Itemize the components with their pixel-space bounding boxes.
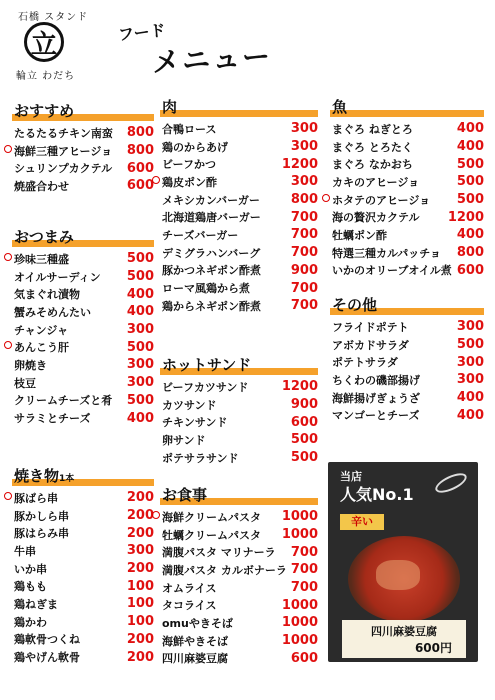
menu-item-price: 400 [456, 121, 484, 137]
menu-item [162, 297, 318, 315]
menu-item-name: 豚はらみ串 [14, 527, 69, 541]
menu-item-price: 1200 [281, 379, 318, 395]
menu-item [162, 279, 318, 297]
recommend-mark-icon [152, 511, 160, 519]
menu-item-price: 600 [290, 650, 318, 666]
menu-item-price: 600 [126, 178, 154, 194]
featured-price: 600円 [414, 641, 452, 655]
menu-item-name: 牛串 [14, 544, 36, 558]
menu-item-price: 300 [126, 322, 154, 338]
menu-item-name: シュリンプカクテル [14, 162, 113, 176]
menu-item-price: 700 [290, 562, 318, 578]
menu-item-price: 400 [126, 304, 154, 320]
menu-item-price: 800 [290, 192, 318, 208]
menu-item [332, 318, 484, 336]
menu-item-name: 珍味三種盛 [14, 252, 69, 266]
menu-item [14, 613, 154, 631]
spicy-tag: 辛い [340, 514, 384, 530]
menu-item-price: 300 [290, 174, 318, 190]
menu-item [14, 577, 154, 595]
menu-item [162, 614, 318, 632]
menu-item-name: ビーフかつ [162, 158, 217, 172]
menu-item-price: 500 [456, 174, 484, 190]
menu-item-name: 海鮮揚げぎょうざ [332, 391, 420, 405]
menu-item-name: マンゴーとチーズ [332, 409, 420, 423]
menu-item-price: 400 [126, 286, 154, 302]
menu-item-price: 700 [290, 280, 318, 296]
menu-item-name: タコライス [162, 599, 217, 613]
menu-item-name: 鶏もも [14, 580, 47, 594]
menu-item-name: いか串 [14, 562, 47, 576]
menu-item-name: オムライス [162, 581, 217, 595]
section-heading [332, 96, 484, 118]
section-otsumami [14, 226, 154, 427]
menu-item [332, 191, 484, 209]
section-sonota [332, 294, 484, 424]
menu-item-name: 豚かつネギポン酢煮 [162, 264, 261, 278]
menu-item-name: 豚ばら串 [14, 491, 58, 505]
menu-item [332, 208, 484, 226]
menu-item-price: 200 [126, 561, 154, 577]
menu-item-price: 200 [126, 490, 154, 506]
menu-item [162, 526, 318, 544]
section-heading-text: お食事 [162, 486, 208, 504]
menu-item-name: 枝豆 [14, 376, 36, 390]
section-heading-text: その他 [332, 296, 378, 314]
section-osusume [14, 100, 154, 195]
menu-item-price: 300 [126, 375, 154, 391]
menu-item-name: ポテサラサンド [162, 451, 239, 465]
menu-item-name: チーズバーガー [162, 228, 239, 242]
menu-item [14, 124, 154, 142]
recommend-mark-icon [152, 176, 160, 184]
menu-item-price: 200 [126, 649, 154, 665]
menu-item [162, 508, 318, 526]
menu-item-price: 700 [290, 544, 318, 560]
section-heading-text: 焼き物 [14, 467, 60, 485]
menu-item-price: 1000 [281, 615, 318, 631]
title-food: フード [117, 20, 167, 45]
menu-item [14, 507, 154, 525]
menu-item [332, 371, 484, 389]
menu-item-name: 卵サンド [162, 433, 206, 447]
menu-item-name: 海鮮やきそば [162, 634, 228, 648]
menu-item-price: 800 [456, 245, 484, 261]
menu-item-price: 700 [290, 245, 318, 261]
menu-item-price: 900 [290, 397, 318, 413]
menu-item [162, 173, 318, 191]
menu-item [14, 142, 154, 160]
menu-item [14, 374, 154, 392]
section-heading-text: おつまみ [14, 228, 74, 246]
section-heading [162, 96, 318, 118]
menu-item-name: 四川麻婆豆腐 [162, 652, 228, 666]
menu-item-price: 400 [126, 410, 154, 426]
menu-item [14, 250, 154, 268]
menu-item-price: 1200 [281, 156, 318, 172]
menu-item-name: ビーフカツサンド [162, 380, 249, 394]
menu-item-name: 鶏皮ポン酢 [162, 175, 217, 189]
menu-item [162, 632, 318, 650]
recommend-mark-icon [4, 145, 12, 153]
menu-item [332, 262, 484, 280]
shop-logo: 立 [24, 22, 64, 62]
menu-item-name: 牡蠣クリームパスタ [162, 528, 261, 542]
section-heading [14, 465, 154, 487]
menu-item-price: 200 [126, 508, 154, 524]
title-menu: メニュー [151, 39, 273, 80]
section-sakana [332, 96, 484, 279]
menu-item-name: 気まぐれ漬物 [14, 288, 80, 302]
menu-item-price: 300 [456, 354, 484, 370]
menu-item [332, 244, 484, 262]
menu-item [14, 177, 154, 195]
menu-item-price: 800 [126, 125, 154, 141]
menu-item-price: 700 [290, 580, 318, 596]
menu-item-price: 1000 [281, 527, 318, 543]
menu-item-name: ポテトサラダ [332, 356, 398, 370]
section-heading-text: 魚 [332, 98, 348, 116]
menu-item [162, 226, 318, 244]
menu-item [14, 595, 154, 613]
menu-item-name: フライドポテト [332, 320, 409, 334]
menu-item [14, 524, 154, 542]
section-niku [162, 96, 318, 315]
menu-item-name: ちくわの磯部揚げ [332, 373, 420, 387]
menu-item [14, 338, 154, 356]
menu-item-price: 600 [456, 262, 484, 278]
menu-item [332, 155, 484, 173]
featured-heading [340, 468, 414, 505]
menu-item [332, 226, 484, 244]
menu-item-price: 300 [126, 357, 154, 373]
section-hotsand [162, 354, 318, 466]
menu-item-name: ローマ風鶏から煮 [162, 282, 250, 296]
menu-item-name: カキのアヒージョ [332, 175, 420, 189]
menu-item [14, 560, 154, 578]
menu-item-name: たるたるチキン南蛮 [14, 126, 113, 140]
menu-item-name: 海鮮クリームパスタ [162, 510, 261, 524]
menu-item [14, 356, 154, 374]
menu-item [162, 378, 318, 396]
section-heading [162, 354, 318, 376]
menu-item-name: omuやきそば [162, 616, 233, 630]
menu-item-name: 特選三種カルパッチョ [332, 246, 441, 260]
menu-item-name: オイルサーディン [14, 270, 101, 284]
menu-item [162, 208, 318, 226]
menu-item [332, 138, 484, 156]
menu-item-name: メキシカンバーガー [162, 193, 260, 207]
menu-item-price: 500 [290, 432, 318, 448]
menu-item-name: いかのオリーブオイル煮 [332, 264, 452, 278]
menu-item-price: 1000 [281, 633, 318, 649]
menu-item [14, 321, 154, 339]
menu-item-price: 400 [456, 227, 484, 243]
menu-item-name: カツサンド [162, 398, 217, 412]
menu-item-price: 500 [456, 156, 484, 172]
menu-item-price: 500 [126, 251, 154, 267]
menu-item-price: 1000 [281, 597, 318, 613]
shop-name-top: 石橋 スタンド [18, 12, 89, 23]
menu-item-name: 鶏やげん軟骨 [14, 651, 80, 665]
menu-item [14, 392, 154, 410]
menu-item [162, 191, 318, 209]
menu-item-price: 300 [290, 121, 318, 137]
menu-item [162, 579, 318, 597]
menu-item-name: デミグラハンバーグ [162, 246, 261, 260]
featured-dish-card [328, 462, 478, 662]
menu-item-name: 海鮮三種アヒージョ [14, 144, 113, 158]
menu-item-name: 鶏からネギポン酢煮 [162, 299, 261, 313]
menu-item-price: 600 [290, 414, 318, 430]
menu-item-price: 700 [290, 209, 318, 225]
menu-item-price: 500 [290, 450, 318, 466]
menu-item-price: 500 [126, 269, 154, 285]
menu-item-price: 900 [290, 262, 318, 278]
menu-item-price: 200 [126, 631, 154, 647]
section-yakimono [14, 465, 154, 666]
section-shokuji [162, 484, 318, 667]
menu-item-name: チキンサンド [162, 416, 228, 430]
menu-item-name: 蟹みそめんたい [14, 305, 91, 319]
section-heading [14, 226, 154, 248]
menu-item [162, 262, 318, 280]
menu-item-name: 鶏ねぎま [14, 597, 58, 611]
menu-item-price: 600 [126, 160, 154, 176]
featured-name: 四川麻婆豆腐 [371, 625, 437, 638]
menu-item [162, 449, 318, 467]
menu-item-price: 500 [456, 192, 484, 208]
menu-item-name: クリームチーズと肴 [14, 394, 113, 408]
menu-item-name: サラミとチーズ [14, 412, 91, 426]
menu-item [332, 353, 484, 371]
menu-item [14, 285, 154, 303]
section-heading [332, 294, 484, 316]
recommend-mark-icon [322, 194, 330, 202]
menu-item-name: 焼盛合わせ [14, 179, 69, 193]
recommend-mark-icon [4, 492, 12, 500]
section-heading [14, 100, 154, 122]
section-heading-text: おすすめ [14, 102, 75, 120]
menu-item [14, 648, 154, 666]
section-heading-text: 肉 [162, 98, 178, 116]
heading-highlight [160, 110, 318, 117]
menu-item-name: ホタテのアヒージョ [332, 193, 431, 207]
menu-item-name: 鶏軟骨つくね [14, 633, 80, 647]
menu-item-price: 400 [456, 390, 484, 406]
menu-item [332, 120, 484, 138]
menu-item [14, 489, 154, 507]
menu-item-price: 700 [290, 227, 318, 243]
menu-item [162, 431, 318, 449]
section-heading-suffix: 1本 [59, 474, 75, 484]
menu-item [162, 413, 318, 431]
section-heading-text: ホットサンド [162, 356, 252, 374]
menu-item-price: 400 [456, 139, 484, 155]
menu-item [14, 159, 154, 177]
menu-item-price: 1200 [447, 209, 484, 225]
menu-item-price: 300 [456, 372, 484, 388]
menu-item-name: 満腹パスタ マリナーラ [162, 546, 276, 560]
recommend-mark-icon [4, 341, 12, 349]
menu-item [162, 138, 318, 156]
menu-item-price: 100 [126, 614, 154, 630]
menu-item [162, 120, 318, 138]
menu-item [162, 596, 318, 614]
menu-item-price: 300 [456, 319, 484, 335]
menu-item [14, 303, 154, 321]
menu-item-name: 牡蠣ポン酢 [332, 228, 387, 242]
menu-item [332, 173, 484, 191]
menu-item [162, 650, 318, 668]
menu-item-price: 300 [290, 139, 318, 155]
menu-item [14, 631, 154, 649]
shop-name-bottom: 輪立 わだち [16, 71, 76, 82]
menu-item-name: 豚かしら串 [14, 509, 69, 523]
menu-item-price: 100 [126, 578, 154, 594]
menu-item-name: まぐろ とろたく [332, 140, 413, 154]
menu-item [162, 561, 318, 579]
menu-item [332, 406, 484, 424]
menu-item [14, 409, 154, 427]
recommend-mark-icon [4, 253, 12, 261]
menu-item-name: アボカドサラダ [332, 338, 409, 352]
featured-label-big: 人気No.1 [340, 485, 414, 504]
menu-item [332, 336, 484, 354]
menu-item [162, 155, 318, 173]
menu-item-name: チャンジャ [14, 323, 69, 337]
mapo-tofu-photo [348, 536, 460, 622]
featured-label [342, 620, 466, 658]
menu-item-name: あんこう肝 [14, 341, 69, 355]
menu-item-price: 200 [126, 525, 154, 541]
spoon-icon [433, 469, 470, 496]
menu-item-name: 鶏かわ [14, 615, 47, 629]
menu-item-price: 700 [290, 298, 318, 314]
menu-item-name: 合鴨ロース [162, 122, 217, 136]
menu-item-name: 満腹パスタ カルボナーラ [162, 563, 287, 577]
menu-item-price: 300 [126, 543, 154, 559]
menu-item-price: 800 [126, 143, 154, 159]
menu-item-price: 500 [126, 392, 154, 408]
menu-item [162, 396, 318, 414]
menu-item [332, 389, 484, 407]
menu-item-price: 500 [126, 339, 154, 355]
menu-item [162, 244, 318, 262]
featured-label-small: 当店 [340, 470, 362, 483]
menu-item-price: 500 [456, 337, 484, 353]
menu-item-price: 100 [126, 596, 154, 612]
section-heading [162, 484, 318, 506]
menu-item-name: 鶏のからあげ [162, 140, 228, 154]
menu-item-price: 400 [456, 407, 484, 423]
menu-item-name: まぐろ なかおち [332, 158, 413, 172]
menu-item-name: まぐろ ねぎとろ [332, 122, 413, 136]
menu-item-price: 1000 [281, 509, 318, 525]
menu-item-name: 卵焼き [14, 358, 47, 372]
menu-item [14, 268, 154, 286]
menu-item [162, 543, 318, 561]
heading-highlight [330, 110, 484, 117]
menu-item-name: 海の贅沢カクテル [332, 211, 420, 225]
menu-item-name: 北海道鶏唐バーガー [162, 211, 261, 225]
menu-item [14, 542, 154, 560]
